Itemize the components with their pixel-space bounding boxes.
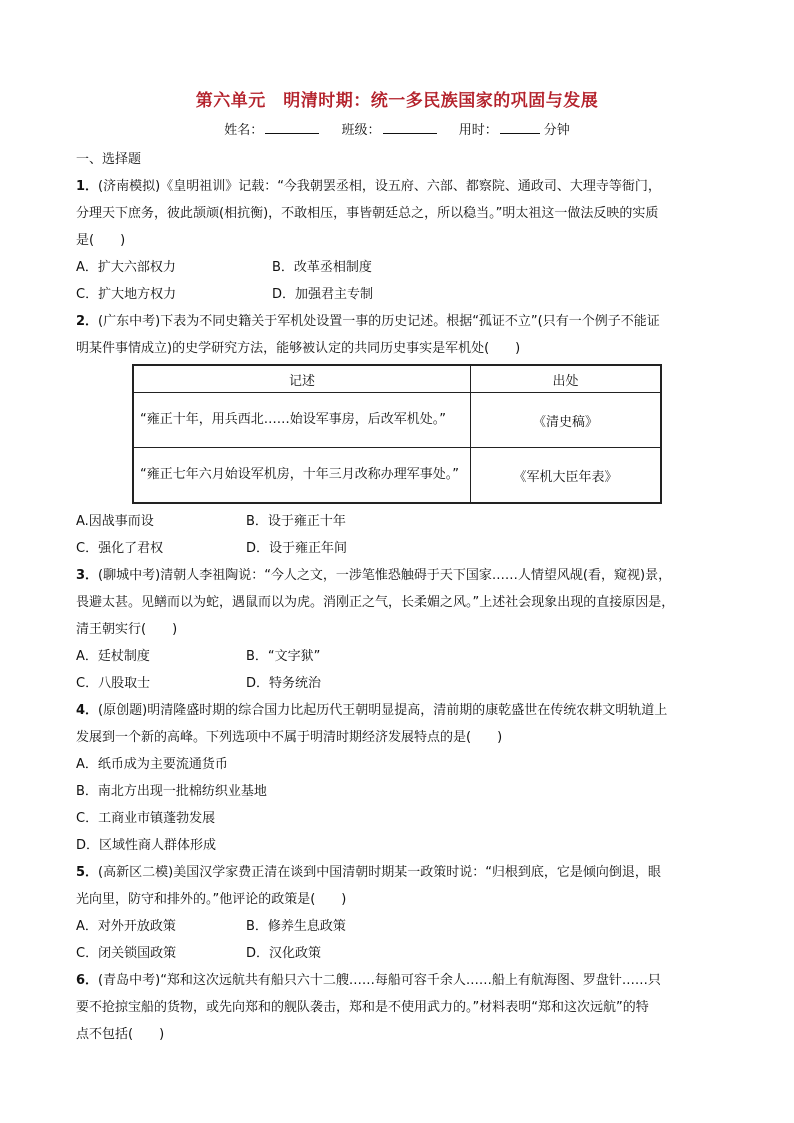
option-c[interactable]: C．闭关锁国政策 bbox=[76, 946, 177, 961]
option-a[interactable]: A．扩大六部权力 bbox=[76, 260, 176, 275]
question-text: 是( ) bbox=[76, 233, 126, 248]
question-6 bbox=[76, 967, 722, 1048]
question-3 bbox=[76, 562, 722, 697]
question-text: 清王朝实行( ) bbox=[76, 622, 178, 637]
table-header: 记述 bbox=[133, 365, 471, 393]
option-a[interactable]: A.因战事而设 bbox=[76, 514, 154, 529]
class-label: 班级： bbox=[341, 123, 381, 138]
question-text: (济南模拟)《皇明祖训》记载：“今我朝罢丞相，设五府、六部、都察院、通政司、大理寺等衙门， bbox=[98, 179, 661, 194]
question-text: 发展到一个新的高峰。下列选项中不属于明清时期经济发展特点的是( ) bbox=[76, 730, 503, 745]
table-cell-record: “雍正七年六月始设军机房，十年三月改称办理军事处。” bbox=[133, 448, 471, 504]
question-2 bbox=[76, 308, 722, 562]
time-unit: 分钟 bbox=[543, 123, 570, 138]
option-d[interactable]: D．汉化政策 bbox=[246, 946, 322, 961]
question-number: 3． bbox=[76, 568, 99, 583]
option-a[interactable]: A．廷杖制度 bbox=[76, 649, 150, 664]
option-b[interactable]: B．修养生息政策 bbox=[246, 919, 346, 934]
question-text: (聊城中考)清朝人李祖陶说：“今人之文，一涉笔惟恐触碍于天下国家……人情望风觇(看，窥视)景， bbox=[98, 568, 672, 583]
student-info-line bbox=[0, 119, 794, 138]
option-d[interactable]: D．区域性商人群体形成 bbox=[76, 838, 217, 853]
option-c[interactable]: C．强化了君权 bbox=[76, 541, 164, 556]
option-c[interactable]: C．八股取士 bbox=[76, 676, 151, 691]
time-blank[interactable] bbox=[500, 121, 540, 134]
question-text: 点不包括( ) bbox=[76, 1027, 165, 1042]
option-b[interactable]: B．“文字狱” bbox=[246, 649, 321, 664]
option-d[interactable]: D．设于雍正年间 bbox=[246, 541, 348, 556]
section-heading: 一、选择题 bbox=[76, 152, 142, 167]
class-blank[interactable] bbox=[383, 121, 437, 134]
name-blank[interactable] bbox=[265, 121, 319, 134]
option-d[interactable]: D．特务统治 bbox=[246, 676, 322, 691]
question-number: 4． bbox=[76, 703, 99, 718]
question-text: 分理天下庶务，彼此颉颃(相抗衡)，不敢相压，事皆朝廷总之，所以稳当。”明太祖这一做法反映的实质 bbox=[76, 206, 659, 221]
option-b[interactable]: B．改革丞相制度 bbox=[272, 260, 372, 275]
question-text: 明某件事情成立)的史学研究方法，能够被认定的共同历史事实是军机处( ) bbox=[76, 341, 521, 356]
table-header-row bbox=[133, 365, 661, 393]
option-d[interactable]: D．加强君主专制 bbox=[272, 287, 374, 302]
question-content bbox=[76, 146, 722, 1048]
option-a[interactable]: A．对外开放政策 bbox=[76, 919, 176, 934]
time-label: 用时： bbox=[458, 123, 498, 138]
name-label: 姓名： bbox=[224, 123, 264, 138]
option-b[interactable]: B．南北方出现一批棉纺织业基地 bbox=[76, 784, 267, 799]
question-number: 5． bbox=[76, 865, 99, 880]
option-c[interactable]: C．扩大地方权力 bbox=[76, 287, 177, 302]
option-b[interactable]: B．设于雍正十年 bbox=[246, 514, 346, 529]
table-cell-source: 《清史稿》 bbox=[471, 393, 662, 448]
table-header: 出处 bbox=[471, 365, 662, 393]
option-c[interactable]: C．工商业市镇蓬勃发展 bbox=[76, 811, 216, 826]
question-number: 6． bbox=[76, 973, 99, 988]
table-cell-record: “雍正十年，用兵西北……始设军事房，后改军机处。” bbox=[133, 393, 471, 448]
table-row bbox=[133, 448, 661, 504]
question-text: (原创题)明清隆盛时期的综合国力比起历代王朝明显提高，清前期的康乾盛世在传统农耕文明轨道上 bbox=[98, 703, 668, 718]
table-row bbox=[133, 393, 661, 448]
question-text: 光向里，防守和排外的。”他评论的政策是( ) bbox=[76, 892, 347, 907]
table-cell-source: 《军机大臣年表》 bbox=[471, 448, 662, 504]
question-number: 1． bbox=[76, 179, 99, 194]
question-text: 畏避太甚。见鳝而以为蛇，遇鼠而以为虎。消刚正之气，长柔媚之风。”上述社会现象出现的直接原因是， bbox=[76, 595, 675, 610]
question-text: (高新区二模)美国汉学家费正清在谈到中国清朝时期某一政策时说：“归根到底，它是倾向倒退，眼 bbox=[98, 865, 661, 880]
page-title: 第六单元 明清时期：统一多民族国家的巩固与发展 bbox=[195, 91, 599, 111]
question-text: (广东中考)下表为不同史籍关于军机处设置一事的历史记述。根据“孤证不立”(只有一个例子不能证 bbox=[98, 314, 660, 329]
question-5 bbox=[76, 859, 722, 967]
question-text: (青岛中考)“郑和这次远航共有船只六十二艘……每船可容千余人……船上有航海图、罗盘针……只 bbox=[98, 973, 661, 988]
option-a[interactable]: A．纸币成为主要流通货币 bbox=[76, 757, 228, 772]
question-number: 2． bbox=[76, 314, 99, 329]
question-text: 要不抢掠宝船的货物，或先向郑和的舰队袭击，郑和是不使用武力的。”材料表明“郑和这次远航”的特 bbox=[76, 1000, 649, 1015]
source-table bbox=[132, 364, 662, 504]
question-1 bbox=[76, 173, 722, 308]
question-4 bbox=[76, 697, 722, 859]
